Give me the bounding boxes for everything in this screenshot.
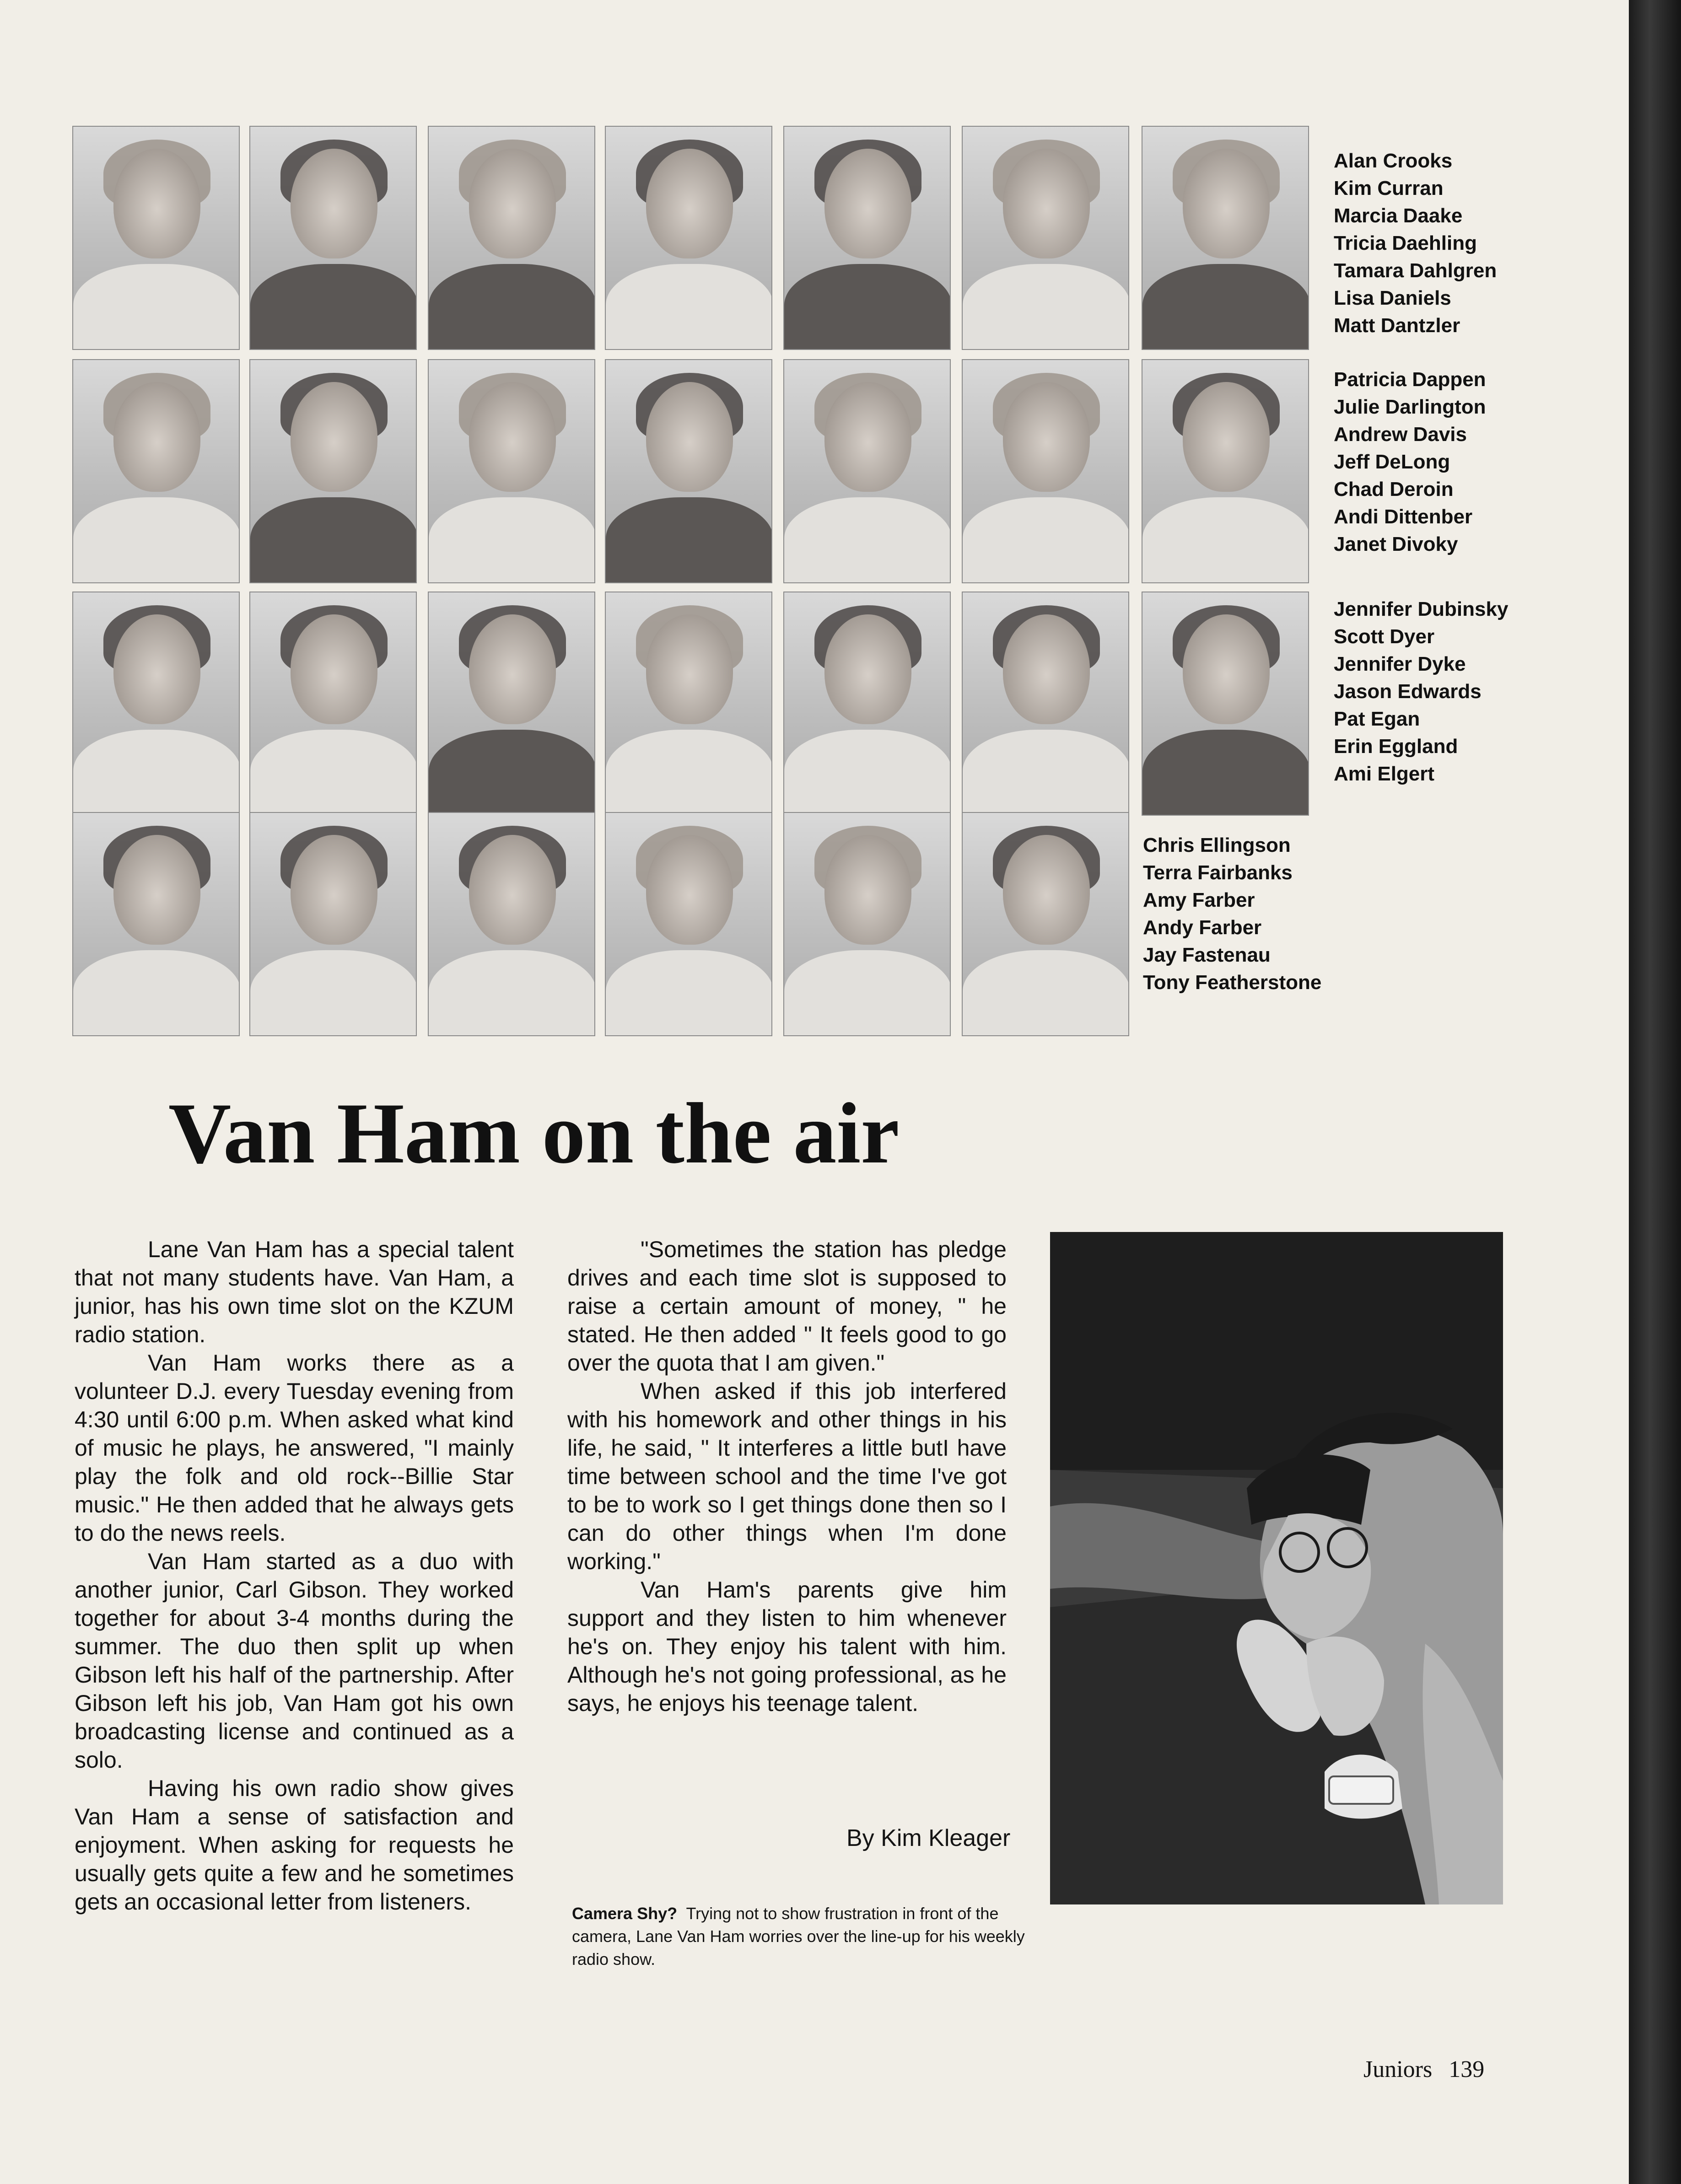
section-name: Juniors [1363,2056,1433,2082]
portrait [962,126,1129,350]
student-name: Julie Darlington [1334,396,1486,418]
student-name: Matt Dantzler [1334,314,1460,337]
student-name: Ami Elgert [1334,763,1435,785]
student-name: Andrew Davis [1334,423,1467,446]
article-paragraph: Van Ham works there as a volunteer D.J. every Tuesday evening from 4:30 until 6:00 p.m. When asked what kind of music he plays, he answered, "I mainly play the folk and old rock--Billie Star music." He then added that he always gets to do the news reels. [75,1350,514,1546]
article-paragraph: Van Ham's parents give him support and they listen to him whenever he's on. They enjoy his talent with him. Although he's not going professional, as he says, he enjoys his teenage talent. [567,1577,1007,1716]
student-name: Erin Eggland [1334,735,1458,758]
portrait [249,592,417,816]
portrait [605,592,772,816]
portrait [428,126,595,350]
page-number: 139 [1449,2056,1485,2082]
names-row-4 [1143,832,1321,996]
names-row-2 [1334,366,1486,558]
student-name: Tricia Daehling [1334,232,1477,254]
page-footer [1363,2056,1501,2083]
portrait [428,592,595,816]
portrait [1142,126,1309,350]
portrait [249,126,417,350]
student-name: Jeff DeLong [1334,451,1450,473]
book-binding-edge [1629,0,1681,2184]
student-name: Andy Farber [1143,916,1262,939]
student-name: Patricia Dappen [1334,368,1486,391]
photo-caption [572,1902,1029,1971]
portrait [428,812,595,1036]
article-headline: Van Ham on the air [168,1086,900,1182]
portrait [962,359,1129,583]
article-paragraph: "Sometimes the station has pledge drives and each time slot is supposed to raise a certain amount of money, " he stated. He then added " It feels good to go over the quota that I am given." [567,1237,1007,1376]
portrait [72,359,240,583]
portrait [249,359,417,583]
portrait [1142,592,1309,816]
student-name: Jay Fastenau [1143,944,1271,966]
article-paragraph: Lane Van Ham has a special talent that not many students have. Van Ham, a junior, has his own time slot on the KZUM radio station. [75,1237,514,1347]
student-name: Terra Fairbanks [1143,861,1293,884]
student-name: Jennifer Dubinsky [1334,598,1509,620]
names-row-1 [1334,147,1497,339]
portrait [962,812,1129,1036]
feature-photo [1050,1232,1503,1904]
portrait [249,812,417,1036]
byline: By Kim Kleager [846,1825,1011,1851]
portrait [605,359,772,583]
portrait [783,812,951,1036]
student-name: Jennifer Dyke [1334,653,1466,675]
student-name: Jason Edwards [1334,680,1482,703]
portrait [72,126,240,350]
portrait [72,812,240,1036]
caption-lead: Camera Shy? [572,1904,678,1923]
student-name: Scott Dyer [1334,625,1435,648]
portrait [1142,359,1309,583]
student-name: Amy Farber [1143,889,1255,911]
portrait [783,592,951,816]
portrait [72,592,240,816]
portrait [428,359,595,583]
student-name: Janet Divoky [1334,533,1458,555]
student-name: Lisa Daniels [1334,287,1451,309]
article-paragraph: Van Ham started as a duo with another junior, Carl Gibson. They worked together for about 3-4 months during the summer. The duo then split up when Gibson left his half of the partnership. After Gibson left his job, Van Ham got his own broadcasting license and continued as a solo. [75,1549,514,1773]
portrait [783,359,951,583]
student-name: Marcia Daake [1334,204,1463,227]
student-name: Tony Featherstone [1143,971,1322,994]
portrait [605,126,772,350]
student-name: Alan Crooks [1334,150,1453,172]
caption-text: Trying not to show frustration in front of the camera, Lane Van Ham worries over the line-up for his weekly radio show. [572,1904,1025,1969]
feature-photo-graphic [1050,1232,1503,1904]
student-name: Tamara Dahlgren [1334,259,1497,282]
student-name: Pat Egan [1334,708,1420,730]
student-name: Chad Deroin [1334,478,1454,500]
article-paragraph: When asked if this job interfered with his homework and other things in his life, he said, " It interferes a little butI have time between school and the time I've got to be to work so I get things done then so I can do other things when I'm done working." [567,1378,1007,1574]
student-name: Kim Curran [1334,177,1444,199]
portrait [605,812,772,1036]
portrait [783,126,951,350]
article-paragraph: Having his own radio show gives Van Ham a sense of satisfaction and enjoyment. When asking for requests he usually gets quite a few and he sometimes gets an occasional letter from listeners. [75,1775,514,1915]
article-column-2 [567,1235,1007,1717]
names-row-3 [1334,596,1508,788]
student-name: Andi Dittenber [1334,506,1473,528]
student-name: Chris Ellingson [1143,834,1291,856]
portrait [962,592,1129,816]
article-column-1 [75,1235,514,1916]
